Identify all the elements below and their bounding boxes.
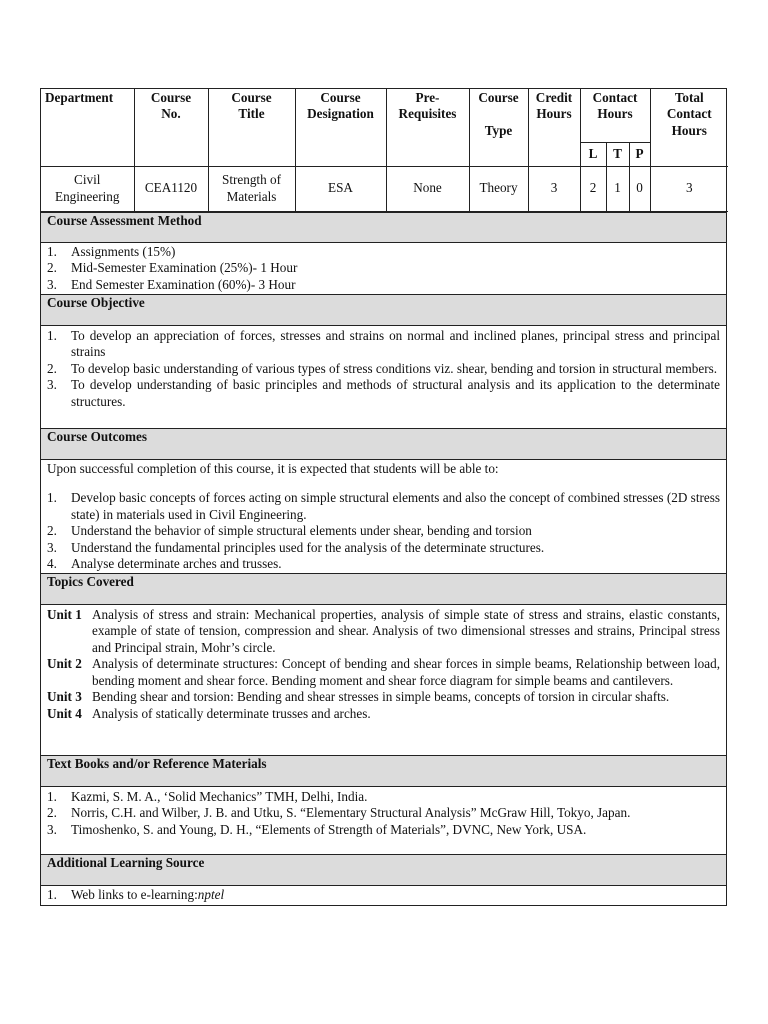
cell-department: Civil Engineering bbox=[41, 166, 134, 211]
list-item: 2. Understand the behavior of simple structural elements under shear, bending and torsion bbox=[47, 523, 532, 539]
list-item: 1. To develop an appreciation of forces, stresses and strains on normal and inclined planes, principal stress and principal strains bbox=[47, 327, 720, 360]
list-item: 2. Mid-Semester Examination (25%)- 1 Hour bbox=[47, 260, 298, 276]
header-course-type: Course Type bbox=[469, 89, 528, 166]
unit-item: Unit 2 Analysis of determinate structures: Concept of bending and shear forces in simple beams, Relationship between load, bending moment and shear force. Bending moment and shear force diagram for simple beams and cantilevers. bbox=[47, 656, 720, 688]
list-item: 2. Norris, C.H. and Wilber, J. B. and Utku, S. “Elementary Structural Analysis” McGraw Hill, Tokyo, Japan. bbox=[47, 805, 631, 821]
course-syllabus-sheet bbox=[40, 88, 727, 906]
header-course-title: Course Title bbox=[208, 89, 295, 166]
cell-course-title: Strength of Materials bbox=[208, 166, 295, 211]
cell-course-type: Theory bbox=[469, 166, 528, 211]
header-course-designation: Course Designation bbox=[295, 89, 386, 166]
cell-p: 0 bbox=[629, 166, 650, 211]
cell-credit-hours: 3 bbox=[528, 166, 580, 211]
outcomes-intro: Upon successful completion of this course, it is expected that students will be able to: bbox=[47, 460, 499, 476]
header-course-no: Course No. bbox=[134, 89, 208, 166]
list-item: 3. To develop understanding of basic principles and methods of structural analysis and its application to the determinate structures. bbox=[47, 377, 720, 409]
cell-l: 2 bbox=[580, 166, 606, 211]
unit-item: Unit 3 Bending shear and torsion: Bending and shear stresses in simple beams, concepts of torsion in circular shafts. bbox=[47, 689, 670, 705]
section-heading-topics: Topics Covered bbox=[41, 573, 726, 604]
list-item: 1. Web links to e-learning:nptel bbox=[47, 886, 225, 902]
section-body-assessment bbox=[41, 242, 726, 294]
cell-total-contact-hours: 3 bbox=[650, 166, 728, 211]
header-credit-hours: Credit Hours bbox=[528, 89, 580, 166]
header-l: L bbox=[580, 142, 606, 166]
section-body-additional bbox=[41, 885, 726, 905]
section-heading-outcomes: Course Outcomes bbox=[41, 428, 726, 459]
section-body-topics bbox=[41, 604, 726, 755]
units-list bbox=[47, 607, 720, 723]
header-contact-hours: Contact Hours bbox=[580, 89, 650, 142]
unit-item: Unit 4 Analysis of statically determinate trusses and arches. bbox=[47, 706, 371, 722]
header-department: Department bbox=[41, 89, 134, 166]
section-heading-additional: Additional Learning Source bbox=[41, 854, 726, 885]
unit-item: Unit 1 Analysis of stress and strain: Mechanical properties, analysis of simple state of stress and strains, elastic constants, example of state of tension, compression and shear. Analysis of two dimensional stresses and strains, Principal stress and Principal strain, Mohr’s circle. bbox=[47, 606, 720, 655]
additional-list bbox=[47, 887, 720, 904]
course-info-table bbox=[41, 89, 728, 212]
nptel-link[interactable]: nptel bbox=[197, 886, 225, 902]
header-p: P bbox=[629, 142, 650, 166]
section-heading-assessment: Course Assessment Method bbox=[41, 212, 726, 242]
list-item: 3. Timoshenko, S. and Young, D. H., “Elements of Strength of Materials”, DVNC, New York, USA. bbox=[47, 821, 587, 837]
list-item: 1. Kazmi, S. M. A., ‘Solid Mechanics” TMH, Delhi, India. bbox=[47, 788, 368, 804]
header-t: T bbox=[606, 142, 629, 166]
objective-list bbox=[47, 328, 720, 411]
header-total-contact-hours: Total Contact Hours bbox=[650, 89, 728, 166]
cell-course-no: CEA1120 bbox=[134, 166, 208, 211]
cell-t: 1 bbox=[606, 166, 629, 211]
section-body-textbooks bbox=[41, 786, 726, 854]
list-item: 2. To develop basic understanding of various types of stress conditions viz. shear, bending and torsion in structural members. bbox=[47, 360, 718, 376]
assessment-list bbox=[47, 244, 720, 294]
section-body-objective bbox=[41, 325, 726, 428]
textbooks-list bbox=[47, 789, 720, 839]
cell-course-designation: ESA bbox=[295, 166, 386, 211]
list-item: 4. Analyse determinate arches and trusses. bbox=[47, 556, 282, 572]
section-body-outcomes bbox=[41, 459, 726, 573]
list-item: 1. Develop basic concepts of forces acting on simple structural elements and also the concept of combined stresses (2D stress state) in materials used in Civil Engineering. bbox=[47, 490, 720, 522]
section-heading-objective: Course Objective bbox=[41, 294, 726, 325]
cell-pre-requisites: None bbox=[386, 166, 469, 211]
list-item: 3. End Semester Examination (60%)- 3 Hour bbox=[47, 276, 296, 292]
list-item: 3. Understand the fundamental principles used for the analysis of the determinate structures. bbox=[47, 539, 545, 555]
list-item: 1. Assignments (15%) bbox=[47, 243, 176, 259]
outcomes-list bbox=[47, 490, 720, 573]
section-heading-textbooks: Text Books and/or Reference Materials bbox=[41, 755, 726, 786]
header-pre-requisites: Pre- Requisites bbox=[386, 89, 469, 166]
